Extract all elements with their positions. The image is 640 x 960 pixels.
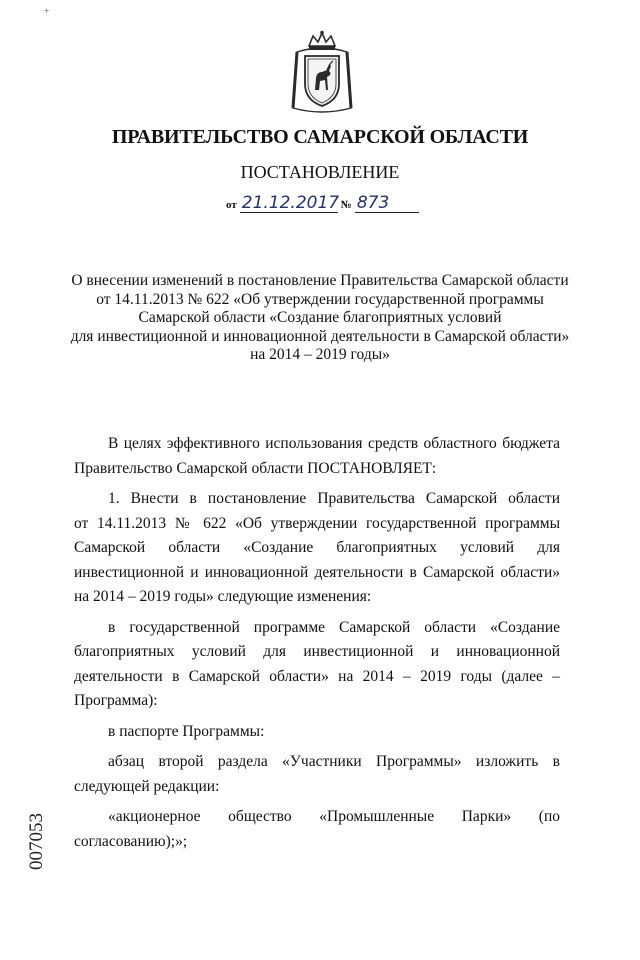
paragraph <box>74 487 560 610</box>
paragraph-line: деятельности в Самарской области» на 2014 – 2019 годы (далее – <box>74 667 560 685</box>
decree-date: 21.12.2017 <box>241 193 340 213</box>
coat-of-arms-icon <box>291 30 353 116</box>
side-stamp-number: 007053 <box>26 813 47 870</box>
title-line: на 2014 – 2019 годы» <box>250 346 390 363</box>
paragraph-line: следующей редакции: <box>74 777 220 795</box>
paragraph <box>74 432 560 481</box>
document-body <box>74 432 560 860</box>
document-type: ПОСТАНОВЛЕНИЕ <box>240 162 400 182</box>
title-line: О внесении изменений в постановление Правительства Самарской области <box>71 272 569 289</box>
title-line: для инвестиционной и инновационной деятельности в Самарской области» <box>70 327 570 345</box>
paragraph <box>74 805 560 854</box>
paragraph <box>74 750 560 799</box>
number-prefix: № <box>340 199 352 211</box>
government-name: ПРАВИТЕЛЬСТВО САМАРСКОЙ ОБЛАСТИ <box>111 126 529 148</box>
paragraph-line: согласованию);»; <box>74 832 188 850</box>
paragraph-line: от 14.11.2013 № 622 «Об утверждении государственной программы <box>74 514 560 532</box>
paragraph-line: абзац второй раздела «Участники Программы» изложить в <box>108 753 560 770</box>
paragraph-line: в государственной программе Самарской области «Создание <box>108 618 560 636</box>
paragraph <box>74 616 560 714</box>
scan-mark: + <box>44 6 50 16</box>
paragraph-line: инвестиционной и инновационной деятельности в Самарской области» <box>74 563 560 581</box>
decree-number-line <box>226 194 419 213</box>
date-prefix: от <box>226 199 237 211</box>
paragraph-line: Правительство Самарской области ПОСТАНОВЛЯЕТ: <box>74 459 437 477</box>
paragraph <box>74 720 560 745</box>
document-title <box>60 272 580 365</box>
paragraph-line: В целях эффективного использования средств областного бюджета <box>108 435 560 452</box>
paragraph-line: Программа): <box>74 692 158 709</box>
paragraph-line: «акционерное общество «Промышленные Парки» (по <box>108 808 560 825</box>
paragraph-line: в паспорте Программы: <box>108 722 265 740</box>
title-line: Самарской области «Создание благоприятных условий <box>138 309 502 326</box>
side-stamp-wrapper <box>26 813 56 960</box>
decree-number: 873 <box>355 194 419 213</box>
paragraph-line: на 2014 – 2019 годы» следующие изменения: <box>74 588 372 605</box>
paragraph-line: Самарской области «Создание благоприятных условий для <box>74 539 560 556</box>
title-line: от 14.11.2013 № 622 «Об утверждении государственной программы <box>96 290 544 308</box>
paragraph-line: 1. Внести в постановление Правительства Самарской области <box>108 490 560 507</box>
paragraph-line: благоприятных условий для инвестиционной и инновационной <box>74 643 560 660</box>
